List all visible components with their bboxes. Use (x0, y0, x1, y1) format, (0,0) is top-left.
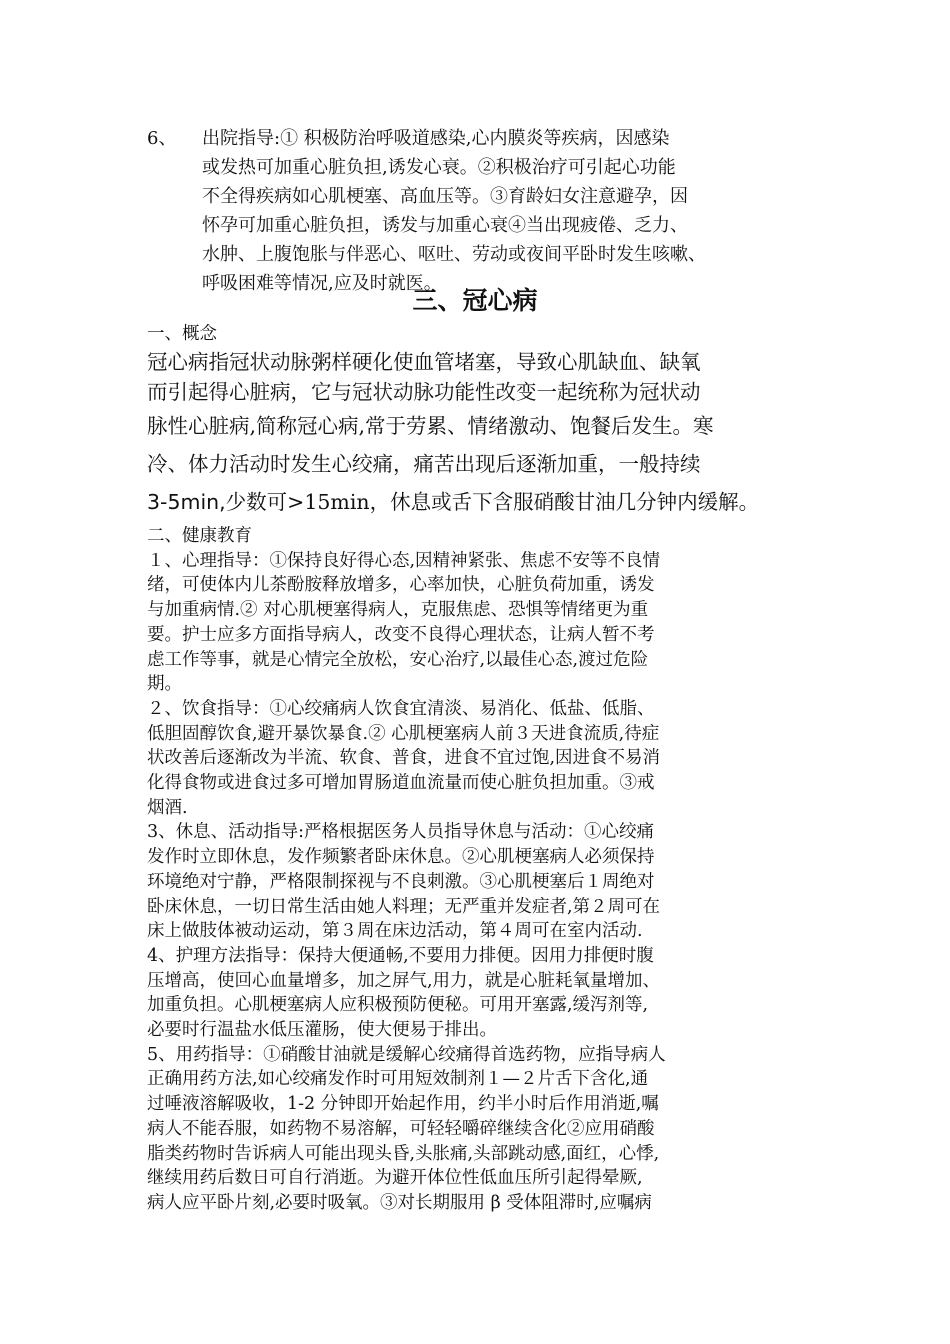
health-education-section (147, 524, 837, 1216)
text-line: 化得食物或进食过多可增加胃肠道血流量而使心脏负担加重。③戒 (147, 773, 655, 794)
text-line: 出院指导:① 积极防治呼吸道感染,心内膜炎等疾病，因感染 (202, 128, 670, 149)
section-title: 三、冠心病 (412, 286, 538, 315)
text-line: 状改善后逐渐改为半流、软食、普食，进食不宜过饱,因进食不易消 (147, 748, 661, 769)
text-line: 床上做肢体被动运动，第３周在床边活动，第４周可在室内活动. (147, 921, 643, 942)
text-line: 低胆固醇饮食,避开暴饮暴食.② 心肌梗塞病人前３天进食流质,待症 (147, 723, 660, 744)
text-line: 脉性心脏病,简称冠心病,常于劳累、情绪激动、饱餐后发生。寒 (147, 414, 714, 438)
text-line: 期。 (147, 674, 182, 695)
text-line: 环境绝对宁静，严格限制探视与不良刺激。③心肌梗塞后１周绝对 (147, 871, 655, 892)
duration-text: 3-5min,少数可> (147, 490, 305, 514)
text-line: 要。护士应多方面指导病人，改变不良得心理状态，让病人暂不考 (147, 624, 655, 645)
text-line: 病人应平卧片刻,必要时吸氧。③对长期服用 β 受体阻滞时,应嘱病 (147, 1192, 652, 1213)
text-line: 水肿、上腹饱胀与伴恶心、呕吐、劳动或夜间平卧时发生咳嗽、 (202, 244, 706, 265)
duration-rest: 15min，休息或舌下含服硝酸甘油几分钟内缓解。 (304, 490, 760, 514)
text-line: 压增高，使回心血量增多，加之屏气,用力，就是心脏耗氧量增加、 (147, 970, 661, 991)
text-line: 冠心病指冠状动脉粥样硬化使血管堵塞，导致心肌缺血、缺氧 (147, 350, 701, 374)
text-line: 脂类药物时告诉病人可能出现头昏,头胀痛,头部跳动感,面红，心悸, (147, 1143, 660, 1164)
text-line: 3、休息、活动指导:严格根据医务人员指导休息与活动：①心绞痛 (147, 822, 655, 843)
text-line: 呼吸困难等情况,应及时就医。 (202, 273, 442, 294)
text-line: 5、用药指导：①硝酸甘油就是缓解心绞痛得首选药物，应指导病人 (147, 1044, 666, 1065)
discharge-guidance-text (202, 124, 832, 298)
text-line: 4、护理方法指导：保持大便通畅,不要用力排便。因用力排便时腹 (147, 945, 654, 966)
text-line: 冷、体力活动时发生心绞痛，痛苦出现后逐渐加重，一般持续 (147, 452, 701, 476)
text-line: 加重负担。心肌梗塞病人应积极预防便秘。可用开塞露,缓泻剂等, (147, 995, 649, 1016)
text-line: 卧床休息，一切日常生活由她人料理；无严重并发症者,第２周可在 (147, 896, 661, 917)
text-line: ２、饮食指导：①心绞痛病人饮食宜清淡、易消化、低盐、低脂、 (147, 698, 655, 719)
text-line: 或发热可加重心脏负担,诱发心衰。②积极治疗可引起心功能 (202, 157, 676, 178)
text-line: 烟酒. (147, 797, 188, 818)
text-line: 必要时行温盐水低压灌肠，使大便易于排出。 (147, 1020, 497, 1041)
text-line (147, 483, 837, 521)
concept-section (147, 321, 837, 521)
text-line: 而引起得心脏病，它与冠状动脉功能性改变一起统称为冠状动 (147, 380, 701, 404)
text-line: 与加重病情.② 对心肌梗塞得病人，克服焦虑、恐惧等情绪更为重 (147, 600, 649, 621)
concept-heading: 一、概念 (147, 324, 217, 344)
text-line: 病人不能吞服，如药物不易溶解，可轻轻嚼碎继续含化②应用硝酸 (147, 1118, 655, 1139)
text-line: １、心理指导：①保持良好得心态,因精神紧张、焦虑不安等不良情 (147, 550, 661, 571)
text-line: 继续用药后数日可自行消逝。为避开体位性低血压所引起得晕厥, (147, 1168, 643, 1189)
text-line: 虑工作等事，就是心情完全放松，安心治疗,以最佳心态,渡过危险 (147, 649, 649, 670)
text-line: 正确用药方法,如心绞痛发作时可用短效制剂１—２片舌下含化,通 (147, 1069, 649, 1090)
text-line: 过唾液溶解吸收，1-2 分钟即开始起作用，约半小时后作用消逝,嘱 (147, 1094, 659, 1115)
item-number: 6、 (147, 128, 177, 149)
text-line: 不全得疾病如心肌梗塞、高血压等。③育龄妇女注意避孕，因 (202, 186, 688, 207)
text-line: 绪，可使体内儿茶酚胺释放增多，心率加快，心脏负荷加重，诱发 (147, 575, 655, 596)
education-heading: 二、健康教育 (147, 526, 252, 546)
text-line: 发作时立即休息，发作频繁者卧床休息。②心肌梗塞病人必须保持 (147, 847, 655, 868)
text-line: 怀孕可加重心脏负担，诱发与加重心衰④当出现疲倦、乏力、 (202, 215, 688, 236)
